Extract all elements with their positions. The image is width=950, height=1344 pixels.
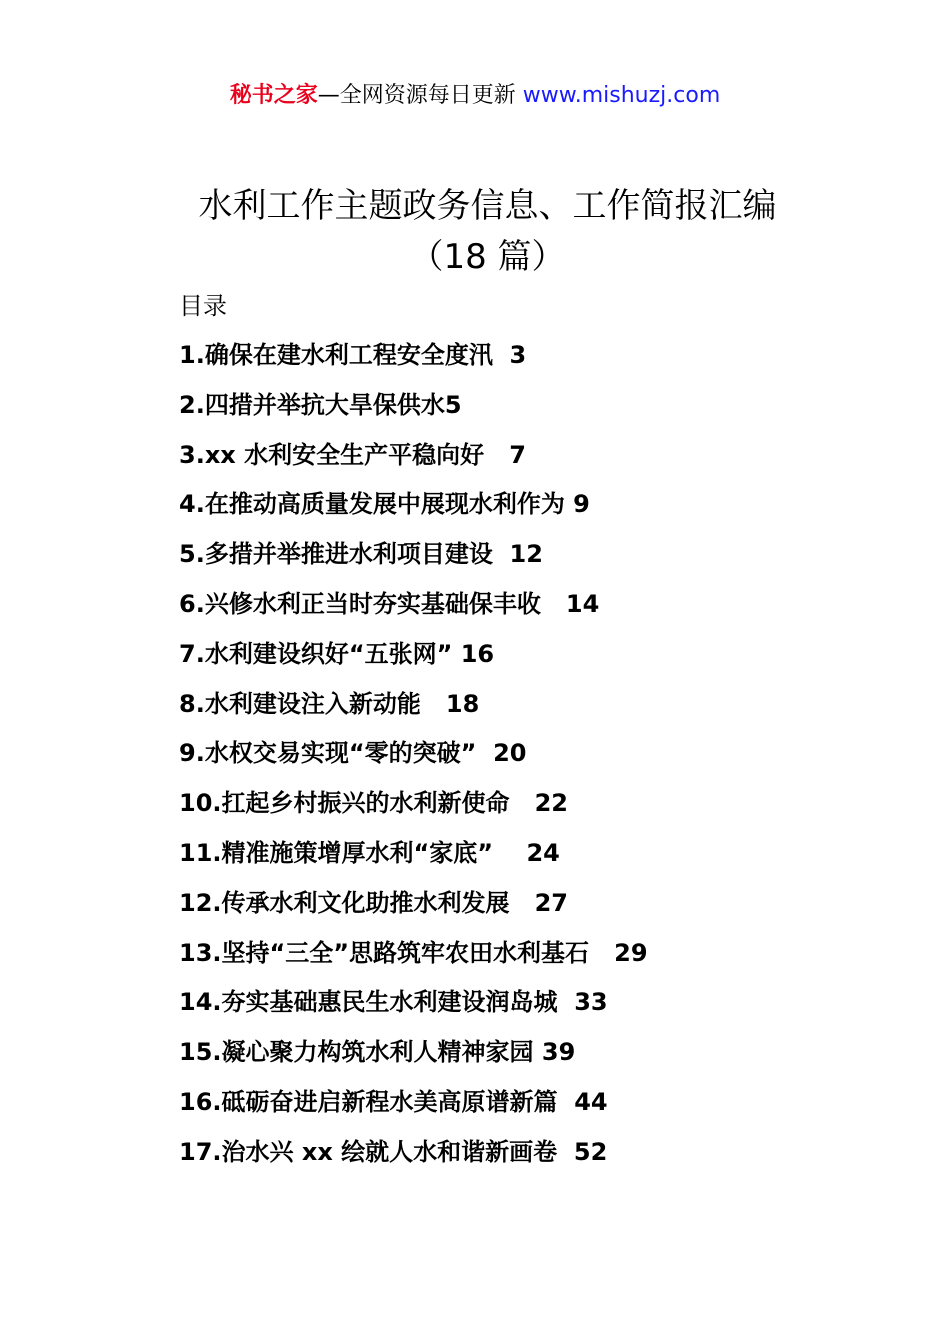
toc-entry[interactable]: 11.精准施策增厚水利“家底” 24 bbox=[179, 838, 560, 867]
toc-entry[interactable]: 4.在推动高质量发展中展现水利作为 9 bbox=[179, 490, 590, 519]
site-brand: 秘书之家 bbox=[229, 83, 318, 108]
toc-entry[interactable]: 14.夯实基础惠民生水利建设润岛城 33 bbox=[179, 988, 608, 1017]
toc-entry[interactable]: 7.水利建设织好“五张网” 16 bbox=[179, 639, 495, 668]
toc-entry[interactable]: 17.治水兴 xx 绘就人水和谐新画卷 52 bbox=[179, 1137, 608, 1166]
table-of-contents bbox=[179, 337, 899, 1184]
toc-entry[interactable]: 13.坚持“三全”思路筑牢农田水利基石 29 bbox=[179, 938, 648, 967]
toc-entry[interactable]: 9.水权交易实现“零的突破” 20 bbox=[179, 739, 527, 768]
toc-entry[interactable]: 12.传承水利文化助推水利发展 27 bbox=[179, 888, 568, 917]
toc-entry[interactable]: 16.砥砺奋进启新程水美高原谱新篇 44 bbox=[179, 1087, 608, 1116]
document-subtitle-count: （18 篇） bbox=[409, 237, 566, 277]
document-title: 水利工作主题政务信息、工作简报汇编 bbox=[198, 186, 777, 226]
toc-entry[interactable]: 5.多措并举推进水利项目建设 12 bbox=[179, 540, 543, 569]
site-banner bbox=[0, 80, 950, 112]
toc-entry[interactable]: 10.扛起乡村振兴的水利新使命 22 bbox=[179, 789, 568, 818]
site-tagline: —全网资源每日更新 bbox=[317, 83, 523, 108]
site-url-link[interactable]: www.mishuzj.com bbox=[522, 83, 721, 108]
toc-entry[interactable]: 15.凝心聚力构筑水利人精神家园 39 bbox=[179, 1038, 576, 1067]
toc-entry[interactable]: 2.四措并举抗大旱保供水5 bbox=[179, 390, 462, 419]
toc-entry[interactable]: 8.水利建设注入新动能 18 bbox=[179, 689, 480, 718]
toc-heading: 目录 bbox=[179, 292, 227, 320]
toc-entry[interactable]: 6.兴修水利正当时夯实基础保丰收 14 bbox=[179, 589, 600, 618]
toc-entry[interactable]: 1.确保在建水利工程安全度汛 3 bbox=[179, 341, 527, 369]
toc-entry[interactable]: 3.xx 水利安全生产平稳向好 7 bbox=[179, 440, 526, 469]
